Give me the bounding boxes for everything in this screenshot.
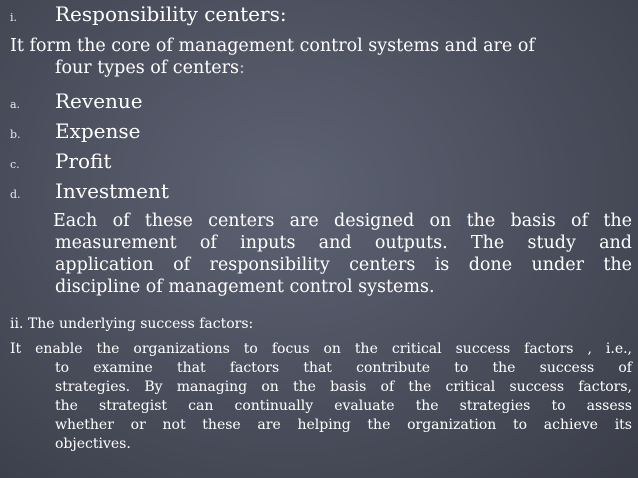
para1-line-3: application of responsibility centers is done under the xyxy=(55,255,632,275)
list-item-revenue: Revenue xyxy=(55,89,143,113)
para2-line-1: It enable the organizations to focus on the critical success factors , i.e., xyxy=(10,341,632,357)
section-heading-success-factors: ii. The underlying success factors: xyxy=(10,316,254,332)
para1-line-2: measurement of inputs and outputs. The study and xyxy=(55,233,632,253)
paragraph-responsibility-centers xyxy=(55,210,632,298)
list-marker-d: d. xyxy=(10,188,21,201)
list-item-expense: Expense xyxy=(55,119,141,143)
list-item-investment: Investment xyxy=(55,179,169,203)
para2-line-2: to examine that factors that contribute to the success of xyxy=(55,360,632,376)
para1-line-1: Each of these centers are designed on the basis of the xyxy=(53,211,632,231)
para2-line-4: the strategist can continually evaluate the strategies to assess xyxy=(55,398,632,414)
intro-line-2-text: four types of centers xyxy=(55,58,239,78)
para2-line-3: strategies. By managing on the basis of the critical success factors, xyxy=(55,379,632,395)
paragraph-success-factors-cont xyxy=(55,359,632,454)
list-marker-c: c. xyxy=(10,158,20,171)
list-item-profit: Profit xyxy=(55,149,112,173)
para2-line-6: objectives. xyxy=(55,436,131,452)
paragraph-success-factors xyxy=(10,340,632,359)
section-heading-responsibility-centers: Responsibility centers: xyxy=(55,2,287,26)
intro-line-1: It form the core of management control systems and are of xyxy=(10,36,535,56)
para1-line-4: discipline of management control systems. xyxy=(55,277,435,297)
intro-line-2-colon: : xyxy=(238,58,245,78)
para2-line-5: whether or not these are helping the organization to achieve its xyxy=(55,417,632,433)
list-marker-i: i. xyxy=(10,11,18,24)
list-marker-a: a. xyxy=(10,98,21,111)
intro-line-2 xyxy=(55,58,245,78)
list-marker-b: b. xyxy=(10,128,21,141)
